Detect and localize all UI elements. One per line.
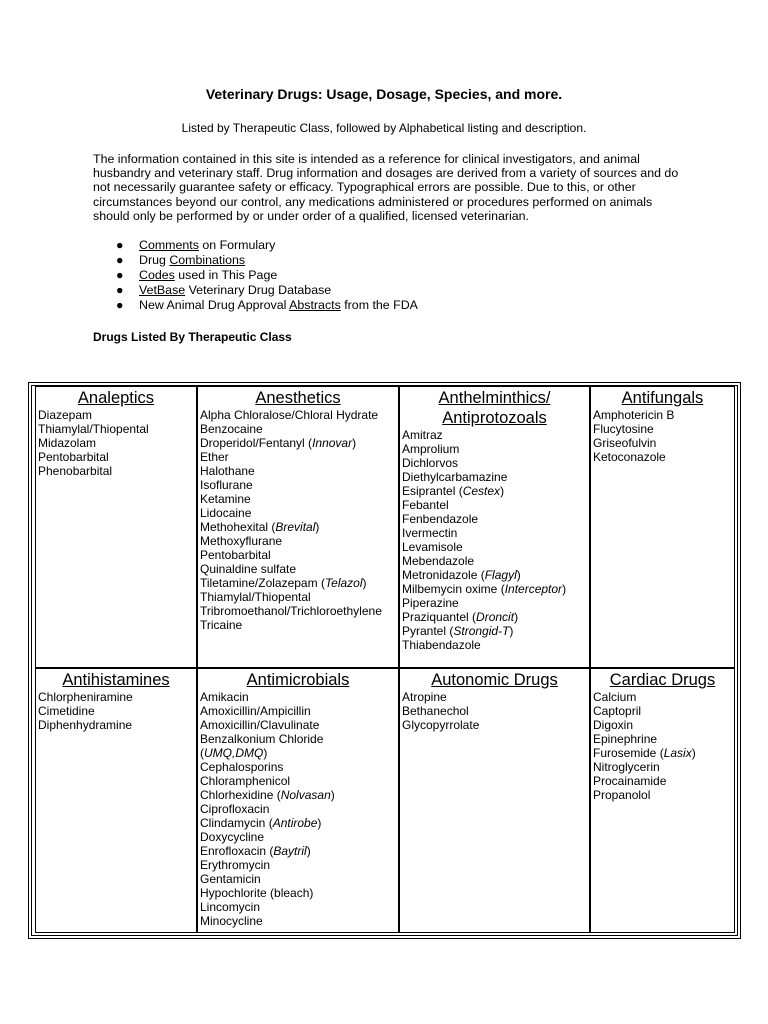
drug-name: Thiamylal/Thiopental xyxy=(38,422,149,436)
brand-name: Flagyl xyxy=(484,568,517,582)
drug-list-item xyxy=(402,540,587,554)
drug-name: Methohexital ( xyxy=(200,520,276,534)
drug-list-item xyxy=(200,830,396,844)
drug-name: Amprolium xyxy=(402,442,460,456)
drug-name: Diethylcarbamazine xyxy=(402,470,508,484)
drug-name: Fenbendazole xyxy=(402,512,479,526)
drug-list-item xyxy=(200,576,396,590)
brand-name: Innovar xyxy=(312,436,353,450)
drug-class-cell xyxy=(35,668,197,933)
drug-list-item xyxy=(593,732,732,746)
brand-name: Strongid-T xyxy=(453,624,510,638)
drug-list-item xyxy=(200,422,396,436)
link-prefix-text: Drug xyxy=(139,253,170,267)
drug-class-heading[interactable]: Cardiac Drugs xyxy=(609,671,716,689)
drug-list-item xyxy=(200,704,396,718)
drug-list xyxy=(38,690,194,732)
drug-class-cell xyxy=(197,386,399,668)
drug-list-item xyxy=(402,624,587,638)
drug-name: Cephalosporins xyxy=(200,760,284,774)
drug-list-item xyxy=(593,408,732,422)
drug-name: Furosemide ( xyxy=(593,746,664,760)
brand-name: Lasix xyxy=(663,746,692,760)
drug-list-item xyxy=(593,718,732,732)
drug-list-item xyxy=(200,844,396,858)
bullet-icon: ● xyxy=(116,253,124,267)
drug-name: Ketamine xyxy=(200,492,251,506)
drug-name: Pentobarbital xyxy=(200,548,271,562)
drug-name: Erythromycin xyxy=(200,858,271,872)
drug-name: Bethanechol xyxy=(402,704,469,718)
link-suffix-text: Veterinary Drug Database xyxy=(185,283,332,297)
resource-link-item xyxy=(116,238,418,253)
drug-name: Epinephrine xyxy=(593,732,658,746)
drug-list-item xyxy=(38,450,194,464)
drug-list-item xyxy=(38,436,194,450)
drug-list-item xyxy=(200,816,396,830)
brand-name: Droncit xyxy=(476,610,515,624)
drug-name: Minocycline xyxy=(200,914,263,928)
page-title: Veterinary Drugs: Usage, Dosage, Species, and more. xyxy=(205,86,563,102)
drug-list-item xyxy=(402,704,587,718)
drug-class-cell xyxy=(590,668,735,933)
drug-list-item xyxy=(593,788,732,802)
drug-list-item xyxy=(593,760,732,774)
drug-name: Amphotericin B xyxy=(593,408,675,422)
drug-list-item xyxy=(402,596,587,610)
page-subtitle: Listed by Therapeutic Class, followed by Alphabetical listing and description. xyxy=(181,121,587,135)
link-codes[interactable]: Codes xyxy=(139,268,175,282)
drug-list-item xyxy=(200,520,396,534)
drug-name: Quinaldine sulfate xyxy=(200,562,297,576)
drug-name: Amoxicillin/Ampicillin xyxy=(200,704,311,718)
drug-list-item xyxy=(200,914,396,928)
bullet-icon: ● xyxy=(116,298,124,312)
drug-name: Captopril xyxy=(593,704,642,718)
drug-list-item xyxy=(402,554,587,568)
link-combinations[interactable]: Combinations xyxy=(169,253,246,267)
drug-name: Febantel xyxy=(402,498,449,512)
drug-name: Droperidol/Fentanyl ( xyxy=(200,436,313,450)
drug-list-item xyxy=(593,746,732,760)
drug-name: Benzalkonium Chloride xyxy=(200,732,324,746)
brand-name: Interceptor xyxy=(504,582,563,596)
bullet-icon: ● xyxy=(116,283,124,297)
drug-list-item xyxy=(200,802,396,816)
drug-list-item xyxy=(402,610,587,624)
drug-name: Enrofloxacin ( xyxy=(200,844,274,858)
drug-list-item xyxy=(200,534,396,548)
drug-class-heading[interactable]: Anesthetics xyxy=(255,389,341,407)
drug-name: Digoxin xyxy=(593,718,634,732)
drug-list-item xyxy=(402,484,587,498)
drug-class-heading[interactable]: Antimicrobials xyxy=(246,671,350,689)
drug-name: Clindamycin ( xyxy=(200,816,273,830)
brand-name: UMQ,DMQ xyxy=(204,746,264,760)
brand-close-paren: ) xyxy=(352,436,357,450)
drug-list-item xyxy=(200,774,396,788)
drug-list-item xyxy=(593,436,732,450)
drug-name: Glycopyrrolate xyxy=(402,718,480,732)
brand-close-paren: ) xyxy=(509,624,514,638)
drug-name: Chlorpheniramine xyxy=(38,690,133,704)
drug-name: Dichlorvos xyxy=(402,456,459,470)
drug-name: Lincomycin xyxy=(200,900,261,914)
drug-name: Propanolol xyxy=(593,788,651,802)
drug-list-item xyxy=(593,704,732,718)
brand-close-paren: ) xyxy=(263,746,268,760)
drug-name: Hypochlorite (bleach) xyxy=(200,886,314,900)
drug-name: Flucytosine xyxy=(593,422,654,436)
brand-close-paren: ) xyxy=(562,582,567,596)
drug-list-item xyxy=(200,408,396,422)
drug-name: Cimetidine xyxy=(38,704,95,718)
drug-name: Mebendazole xyxy=(402,554,475,568)
link-abstracts[interactable]: Abstracts xyxy=(289,298,341,312)
drug-name: Methoxyflurane xyxy=(200,534,283,548)
drug-name: Diphenhydramine xyxy=(38,718,133,732)
resource-links-list xyxy=(116,238,418,313)
drug-name: Levamisole xyxy=(402,540,463,554)
drug-list-item xyxy=(200,478,396,492)
drug-name: Griseofulvin xyxy=(593,436,657,450)
drug-list-item xyxy=(38,408,194,422)
drug-name: Piperazine xyxy=(402,596,459,610)
section-heading: Drugs Listed By Therapeutic Class xyxy=(93,330,292,344)
brand-close-paren: ) xyxy=(330,788,335,802)
drug-list-item xyxy=(402,718,587,732)
drug-list xyxy=(38,408,194,478)
drug-name: Isoflurane xyxy=(200,478,253,492)
resource-link-item xyxy=(116,298,418,313)
drug-list-item xyxy=(402,456,587,470)
drug-name: Amikacin xyxy=(200,690,249,704)
brand-name: Cestex xyxy=(462,484,501,498)
link-suffix-text: on Formulary xyxy=(198,238,276,252)
drug-list-item xyxy=(200,900,396,914)
brand-close-paren: ) xyxy=(306,844,311,858)
drug-class-cell xyxy=(590,386,735,668)
drug-list-item xyxy=(200,788,396,802)
brand-close-paren: ) xyxy=(362,576,367,590)
drug-list-item xyxy=(200,436,396,450)
drug-list-item xyxy=(200,718,396,732)
resource-link-item xyxy=(116,268,418,283)
bullet-icon: ● xyxy=(116,238,124,252)
drug-name: Procainamide xyxy=(593,774,667,788)
drug-name: Atropine xyxy=(402,690,447,704)
drug-name: Phenobarbital xyxy=(38,464,113,478)
drug-class-cell xyxy=(35,386,197,668)
drug-name: Ketoconazole xyxy=(593,450,666,464)
drug-name: Calcium xyxy=(593,690,637,704)
drug-list-item xyxy=(402,690,587,704)
drug-list-item xyxy=(402,470,587,484)
drug-class-cell xyxy=(399,668,590,933)
disclaimer-paragraph: The information contained in this site is intended as a reference for clinical investigators, and animal husbandry and veterinary staff. Drug information and dosages are derived from a variety of sources and do not necessarily guarantee safety or efficacy. Typographical errors are possible. Due to this, or other circumstances beyond our control, any medications administered or procedures performed on animals should only be performed by or under order of a qualified, licensed veterinarian. xyxy=(93,152,679,223)
drug-class-cell xyxy=(197,668,399,933)
drug-name: Amitraz xyxy=(402,428,443,442)
drug-list-item xyxy=(200,872,396,886)
drug-list-item xyxy=(200,760,396,774)
brand-name: Telazol xyxy=(324,576,363,590)
drug-class-heading[interactable]: Analeptics xyxy=(77,389,155,407)
drug-list-item xyxy=(200,690,396,704)
drug-list-item xyxy=(200,858,396,872)
drug-list xyxy=(402,428,587,652)
drug-class-cell xyxy=(399,386,590,668)
brand-close-paren: ) xyxy=(317,816,322,830)
drug-list xyxy=(593,408,732,464)
drug-name: Tribromoethanol/Trichloroethylene xyxy=(200,604,382,618)
drug-list-item xyxy=(200,590,396,604)
drug-list-item xyxy=(200,492,396,506)
drug-list-item xyxy=(200,450,396,464)
drug-class-heading[interactable]: Anthelminthics/ Antiprotozoals xyxy=(438,389,551,427)
drug-name: Praziquantel ( xyxy=(402,610,477,624)
drug-name: Thiamylal/Thiopental xyxy=(200,590,311,604)
drug-list xyxy=(402,690,587,732)
therapeutic-class-table xyxy=(31,385,738,936)
drug-list-item xyxy=(200,506,396,520)
drug-list-item xyxy=(200,548,396,562)
brand-close-paren: ) xyxy=(514,610,519,624)
drug-list-item xyxy=(200,732,396,746)
brand-close-paren: ) xyxy=(691,746,696,760)
drug-list-item xyxy=(38,704,194,718)
drug-name: Milbemycin oxime ( xyxy=(402,582,505,596)
drug-name: Pentobarbital xyxy=(38,450,109,464)
drug-name: Esiprantel ( xyxy=(402,484,463,498)
drug-list xyxy=(200,408,396,632)
link-suffix-text: used in This Page xyxy=(174,268,278,282)
drug-name: Halothane xyxy=(200,464,255,478)
drug-list-item xyxy=(200,886,396,900)
drug-name: Tricaine xyxy=(200,618,243,632)
drug-name: Chlorhexidine ( xyxy=(200,788,281,802)
brand-close-paren: ) xyxy=(315,520,320,534)
drug-list-item xyxy=(200,618,396,632)
drug-class-heading[interactable]: Autonomic Drugs xyxy=(431,671,558,689)
drug-name: Midazolam xyxy=(38,436,97,450)
drug-name: Amoxicillin/Clavulinate xyxy=(200,718,320,732)
drug-name: Ether xyxy=(200,450,229,464)
drug-name: Tiletamine/Zolazepam ( xyxy=(200,576,325,590)
brand-close-paren: ) xyxy=(500,484,505,498)
drug-name: Chloramphenicol xyxy=(200,774,291,788)
brand-close-paren: ) xyxy=(516,568,521,582)
drug-name: Lidocaine xyxy=(200,506,252,520)
drug-class-heading[interactable]: Antihistamines xyxy=(62,671,170,689)
drug-list-item xyxy=(402,526,587,540)
drug-list-item xyxy=(593,690,732,704)
drug-name: Thiabendazole xyxy=(402,638,481,652)
drug-list-item xyxy=(402,442,587,456)
brand-name: Brevital xyxy=(275,520,316,534)
drug-list-item xyxy=(402,638,587,652)
drug-list-item xyxy=(38,690,194,704)
drug-name: Diazepam xyxy=(38,408,93,422)
link-comments[interactable]: Comments xyxy=(139,238,199,252)
link-suffix-text: from the FDA xyxy=(340,298,418,312)
drug-list-item xyxy=(593,422,732,436)
drug-name: Ivermectin xyxy=(402,526,458,540)
drug-name: Benzocaine xyxy=(200,422,263,436)
drug-list-item xyxy=(38,422,194,436)
drug-name: Metronidazole ( xyxy=(402,568,485,582)
resource-link-item xyxy=(116,283,418,298)
drug-name: ( xyxy=(200,746,204,760)
brand-name: Antirobe xyxy=(272,816,318,830)
link-vetbase[interactable]: VetBase xyxy=(139,283,186,297)
drug-list-item xyxy=(593,774,732,788)
drug-list xyxy=(593,690,732,802)
drug-list-item xyxy=(402,568,587,582)
drug-list-item xyxy=(200,464,396,478)
drug-name: Nitroglycerin xyxy=(593,760,660,774)
drug-list-item xyxy=(38,718,194,732)
drug-list-item xyxy=(402,498,587,512)
link-prefix-text: New Animal Drug Approval xyxy=(139,298,290,312)
drug-name: Pyrantel ( xyxy=(402,624,454,638)
drug-list xyxy=(200,690,396,928)
drug-list-item xyxy=(593,450,732,464)
drug-name: Doxycycline xyxy=(200,830,265,844)
drug-list-item xyxy=(200,604,396,618)
drug-name: Alpha Chloralose/Chloral Hydrate xyxy=(200,408,379,422)
drug-list-item xyxy=(402,428,587,442)
drug-list-item xyxy=(38,464,194,478)
drug-list-item xyxy=(200,562,396,576)
drug-list-item xyxy=(402,512,587,526)
drug-name: Ciprofloxacin xyxy=(200,802,270,816)
bullet-icon: ● xyxy=(116,268,124,282)
brand-name: Baytril xyxy=(273,844,307,858)
drug-list-item xyxy=(200,746,396,760)
drug-class-heading[interactable]: Antifungals xyxy=(621,389,704,407)
resource-link-item xyxy=(116,253,418,268)
drug-name: Gentamicin xyxy=(200,872,261,886)
brand-name: Nolvasan xyxy=(280,788,331,802)
drug-list-item xyxy=(402,582,587,596)
